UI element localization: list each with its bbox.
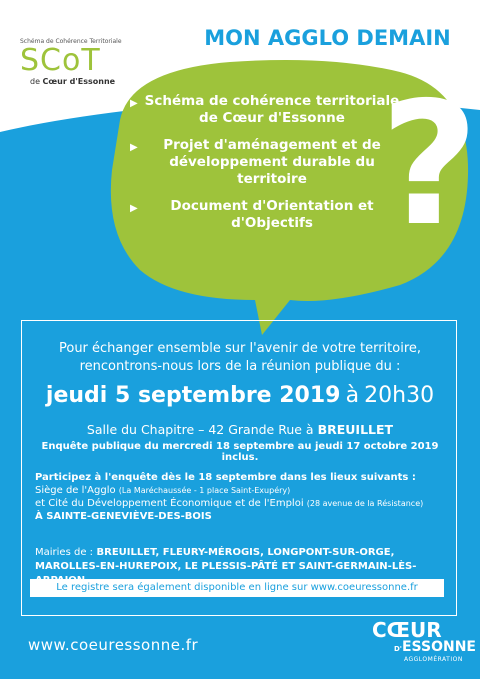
online-registry-banner: Le registre sera également disponible en ligne sur www.coeuressonne.fr [30, 579, 444, 597]
question-mark: ? [380, 66, 479, 264]
mairies-names-2: MAROLLES-EN-HUREPOIX, LE PLESSIS-PÂTÉ ET SAINT-GERMAIN-LÈS- [35, 561, 417, 572]
scot-bottom-text [30, 77, 130, 86]
location-siege-address: (La Maréchaussée - 1 place Saint-Exupéry) [118, 486, 291, 495]
locations-city: À SAINTE-GENEVIÈVE-DES-BOIS [35, 511, 212, 522]
logo-agglomeration: AGGLOMÉRATION [404, 656, 463, 663]
scot-logo [20, 38, 130, 86]
website-link[interactable]: www.coeuressonne.fr [28, 636, 199, 654]
arrow-right-icon: ▶ [130, 203, 138, 214]
bubble-item [130, 137, 400, 188]
bubble-item-text: Document d'Orientation et d'Objectifs [170, 198, 374, 231]
intro-line-1: Pour échanger ensemble sur l'avenir de votre territoire, [58, 341, 422, 356]
location-siege [35, 484, 455, 497]
headline: MON AGGLO DEMAIN [204, 26, 451, 50]
locations-intro: Participez à l'enquête dès le 18 septembre dans les lieux suivants : [35, 472, 416, 483]
meeting-date [22, 383, 458, 408]
location-cite-address: (28 avenue de la Résistance) [306, 499, 424, 508]
intro-text [22, 340, 458, 376]
scot-bottom-name: Cœur d'Essonne [42, 77, 116, 86]
logo-essonne: ESSONNE [401, 639, 476, 655]
bubble-item-text: Schéma de cohérence territoriale de Cœur d'Essonne [144, 93, 400, 126]
enquete-locations [35, 471, 455, 523]
coeur-essonne-logo [372, 618, 476, 663]
arrow-right-icon: ▶ [130, 142, 138, 153]
enquete-dates: Enquête publique du mercredi 18 septembre au jeudi 17 octobre 2019 inclus. [41, 441, 439, 463]
scot-bottom-prefix: de [30, 77, 40, 86]
intro-line-2: rencontrons-nous lors de la réunion publique du : [79, 359, 401, 374]
bubble-list [130, 93, 400, 242]
meeting-place-city: BREUILLET [317, 422, 394, 437]
scot-top-text: Schéma de Cohérence Territoriale [20, 38, 122, 45]
location-siege-name: Siège de l'Agglo [35, 485, 116, 496]
location-cite-name: et Cité du Développement Économique et de l'Emploi [35, 498, 304, 509]
mairies-line-1 [35, 546, 455, 560]
meeting-place [22, 422, 458, 437]
logo-essonne-line [394, 639, 476, 656]
scot-big-text: SCoT [20, 43, 101, 78]
mairies-names-1: BREUILLET, FLEURY-MÉROGIS, LONGPONT-SUR-ORGE, [96, 547, 395, 558]
logo-coeur: CŒUR [372, 618, 442, 642]
location-cite [35, 497, 455, 510]
meeting-day: jeudi 5 septembre 2019 [45, 383, 341, 408]
bubble-item [130, 198, 400, 232]
bubble-item [130, 93, 400, 127]
arrow-right-icon: ▶ [130, 98, 138, 109]
mairies-lead: Mairies de : [35, 547, 94, 558]
meeting-connector: à [345, 383, 360, 408]
bubble-item-text: Projet d'aménagement et de développement durable du territoire [163, 137, 381, 187]
meeting-place-address: Salle du Chapitre – 42 Grande Rue à [86, 422, 314, 437]
meeting-time: 20h30 [364, 383, 435, 408]
logo-d: D' [394, 645, 402, 653]
